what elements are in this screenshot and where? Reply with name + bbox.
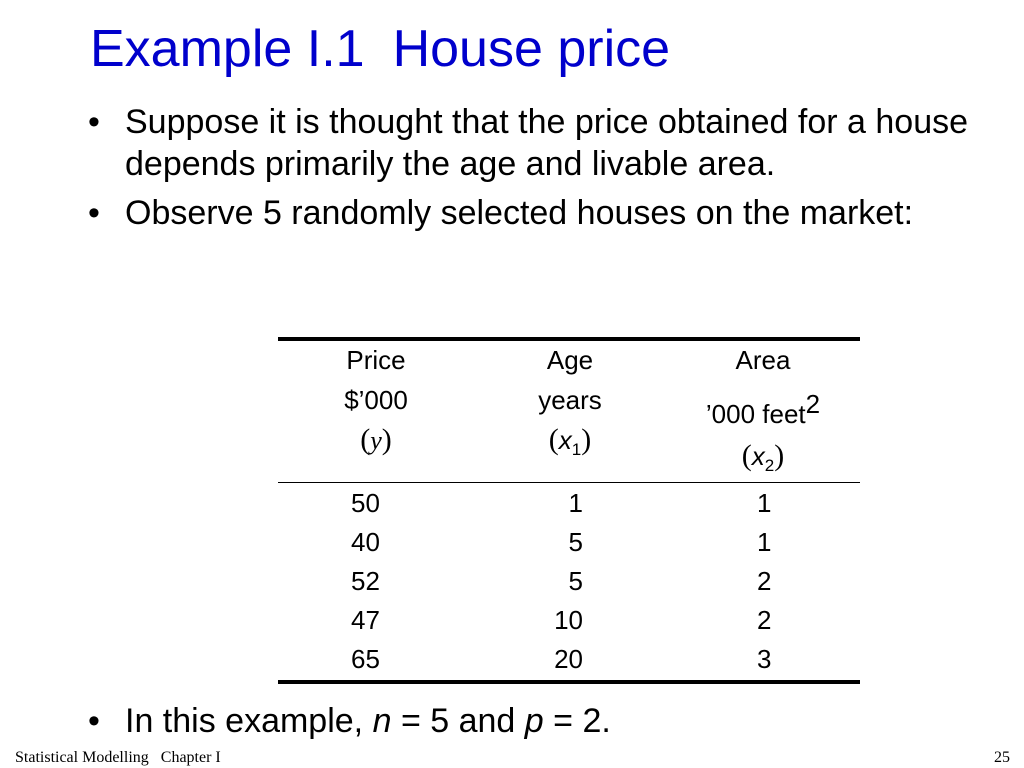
footer-course-chapter: Statistical Modelling Chapter I xyxy=(15,749,221,766)
cell-age: 5 xyxy=(568,527,583,557)
page-number: 25 xyxy=(994,749,1010,766)
table-bottom-rule xyxy=(278,680,860,684)
var-n: n xyxy=(372,702,392,740)
slide-title xyxy=(90,14,670,84)
table-header-rule xyxy=(278,482,860,483)
column-header-age xyxy=(490,344,650,480)
header-label-area: Area xyxy=(735,345,791,375)
header-symbol-x2: $(x_2)$ xyxy=(741,439,785,475)
header-symbol-x1: $(x_1)$ xyxy=(548,423,592,459)
header-symbol-y: (y) xyxy=(360,423,392,456)
bullet-glyph: • xyxy=(88,194,100,232)
bullet3-eq2: = 2. xyxy=(553,702,611,740)
cell-age: 1 xyxy=(568,488,583,518)
column-header-price xyxy=(296,344,456,480)
title-example-number: Example I.1 xyxy=(90,20,365,78)
cell-price: 65 xyxy=(351,644,380,674)
bullet3-eq1: = 5 and xyxy=(400,702,516,740)
bullet-item-hypothesis xyxy=(88,101,1008,185)
cell-price: 52 xyxy=(351,566,380,596)
table-top-rule xyxy=(278,337,860,341)
var-p: p xyxy=(524,702,544,740)
bullet-item-observe xyxy=(88,192,925,234)
cell-price: 47 xyxy=(351,605,380,635)
column-header-area xyxy=(668,344,858,480)
header-unit-price: $’000 xyxy=(344,385,408,415)
cell-price: 50 xyxy=(351,488,380,518)
cell-area: 2 xyxy=(757,605,772,635)
bullet-glyph: • xyxy=(88,702,100,740)
header-label-age: Age xyxy=(546,345,594,375)
cell-area: 3 xyxy=(757,644,772,674)
cell-price: 40 xyxy=(351,527,380,557)
bullet-text-hypothesis: Suppose it is thought that the price obtained for a house depends primarily the age and livable area. xyxy=(125,103,969,183)
cell-area: 1 xyxy=(757,488,772,518)
cell-age: 5 xyxy=(568,566,583,596)
header-unit-age: years xyxy=(538,385,602,415)
header-label-price: Price xyxy=(346,345,406,375)
header-unit-area: ’000 feet2 xyxy=(705,389,821,429)
cell-area: 2 xyxy=(757,566,772,596)
bullet-list xyxy=(88,101,1008,234)
bullet3-text-before: In this example, xyxy=(125,702,364,740)
cell-age: 10 xyxy=(554,605,583,635)
bullet-text-observe: Observe 5 randomly selected houses on the market: xyxy=(125,194,914,232)
title-topic: House price xyxy=(392,20,671,78)
cell-area: 1 xyxy=(757,527,772,557)
bullet-item-example-sizes xyxy=(88,700,611,742)
bullet-glyph: • xyxy=(88,103,100,141)
cell-age: 20 xyxy=(554,644,583,674)
